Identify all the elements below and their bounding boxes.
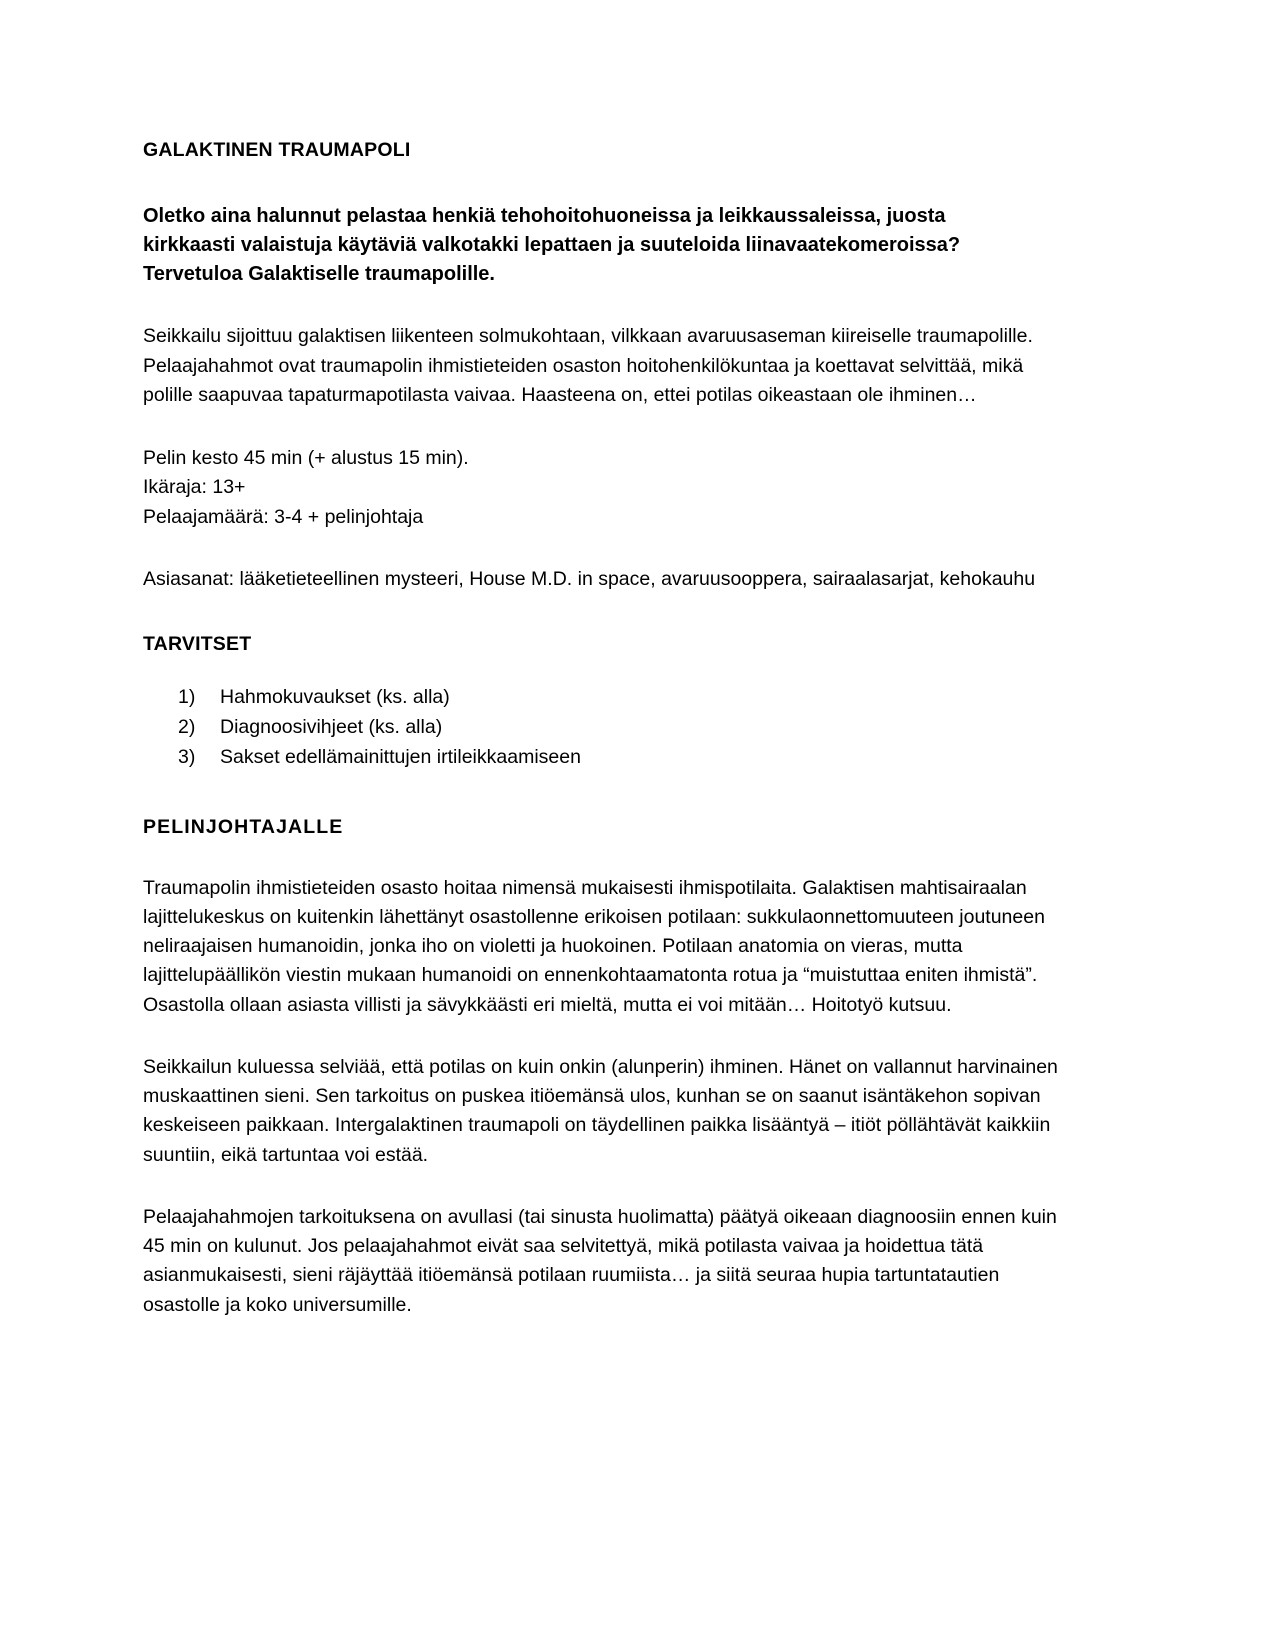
- gamemaster-paragraph-1: Traumapolin ihmistieteiden osasto hoitaa nimensä mukaisesti ihmispotilaita. Galaktisen mahtisairaalan lajittelukeskus on kuitenkin lähettänyt osastollenne erikoisen potilaan: sukkulaonnettomuuteen joutuneen neliraajaisen humanoidin, jonka iho on violetti ja huokoinen. Potilaan anatomia on vieras, mutta lajittelupäällikön viestin mukaan humanoidi on ennenkohtaamatonta rotua ja “muistuttaa eniten ihmistä”. Osastolla ollaan asiasta villisti ja sävykkäästi eri mieltä, mutta ei voi mitään… Hoitotyö kutsuu.: [143, 876, 1045, 1016]
- list-item: [143, 713, 1125, 743]
- list-marker: 3): [178, 745, 196, 768]
- lead-paragraph: Oletko aina halunnut pelastaa henkiä tehohoitohuoneissa ja leikkaussaleissa, juosta kirkkaasti valaistuja käytäviä valkotakki lepattaen ja suuteloida liinavaatekomeroissa? Tervetuloa Galaktiselle traumapolille.: [143, 204, 961, 286]
- stat-player-count: Pelaajamäärä: 3-4 + pelinjohtaja: [143, 505, 424, 528]
- stat-age-limit: Ikäraja: 13+: [143, 476, 246, 499]
- stat-duration: Pelin kesto 45 min (+ alustus 15 min).: [143, 447, 469, 470]
- needs-list: [143, 683, 1125, 772]
- list-item: [143, 743, 1125, 773]
- intro-paragraph: Seikkailu sijoittuu galaktisen liikenteen solmukohtaan, vilkkaan avaruusaseman kiireiselle traumapolille. Pelaajahahmot ovat traumapolin ihmistieteiden osaston hoitohenkilökuntaa ja koettavat selvittää, mikä polille saapuvaa tapaturmapotilasta vaivaa. Haasteena on, ettei potilas oikeastaan ole ihminen…: [143, 325, 1033, 406]
- game-stats: [143, 444, 1125, 532]
- gamemaster-paragraph-3: Pelaajahahmojen tarkoituksena on avullasi (tai sinusta huolimatta) päätyä oikeaan diagnoosiin ennen kuin 45 min on kulunut. Jos pelaajahahmot eivät saa selvitettyä, mikä potilasta vaivaa ja hoidettua tätä asianmukaisesti, sieni räjäyttää itiöemänsä potilaan ruumiista… ja siitä seuraa hupia tartuntatautien osastolle ja koko universumille.: [143, 1205, 1057, 1316]
- section-heading-tarvitset: TARVITSET: [143, 633, 252, 656]
- list-item-label: Hahmokuvaukset (ks. alla): [220, 686, 450, 709]
- list-item-label: Diagnoosivihjeet (ks. alla): [220, 715, 443, 738]
- page-title: GALAKTINEN TRAUMAPOLI: [143, 139, 411, 161]
- keywords-paragraph: Asiasanat: lääketieteellinen mysteeri, House M.D. in space, avaruusooppera, sairaalasarjat, kehokauhu: [143, 567, 1036, 590]
- list-marker: 1): [178, 686, 196, 709]
- section-heading-pelinjohtajalle: PELINJOHTAJALLE: [143, 816, 344, 839]
- gamemaster-paragraph-2: Seikkailun kuluessa selviää, että potilas on kuin onkin (alunperin) ihminen. Hänet on vallannut harvinainen muskaattinen sieni. Sen tarkoitus on puskea itiöemänsä ulos, kunhan se on saanut isäntäkehon sopivan keskeiseen paikkaan. Intergalaktinen traumapoli on täydellinen paikka lisääntyä – itiöt pöllähtävät kaikkiin suuntiin, eikä tartuntaa voi estää.: [143, 1055, 1058, 1166]
- list-item: [143, 683, 1125, 713]
- list-marker: 2): [178, 715, 196, 738]
- list-item-label: Sakset edellämainittujen irtileikkaamiseen: [220, 745, 581, 768]
